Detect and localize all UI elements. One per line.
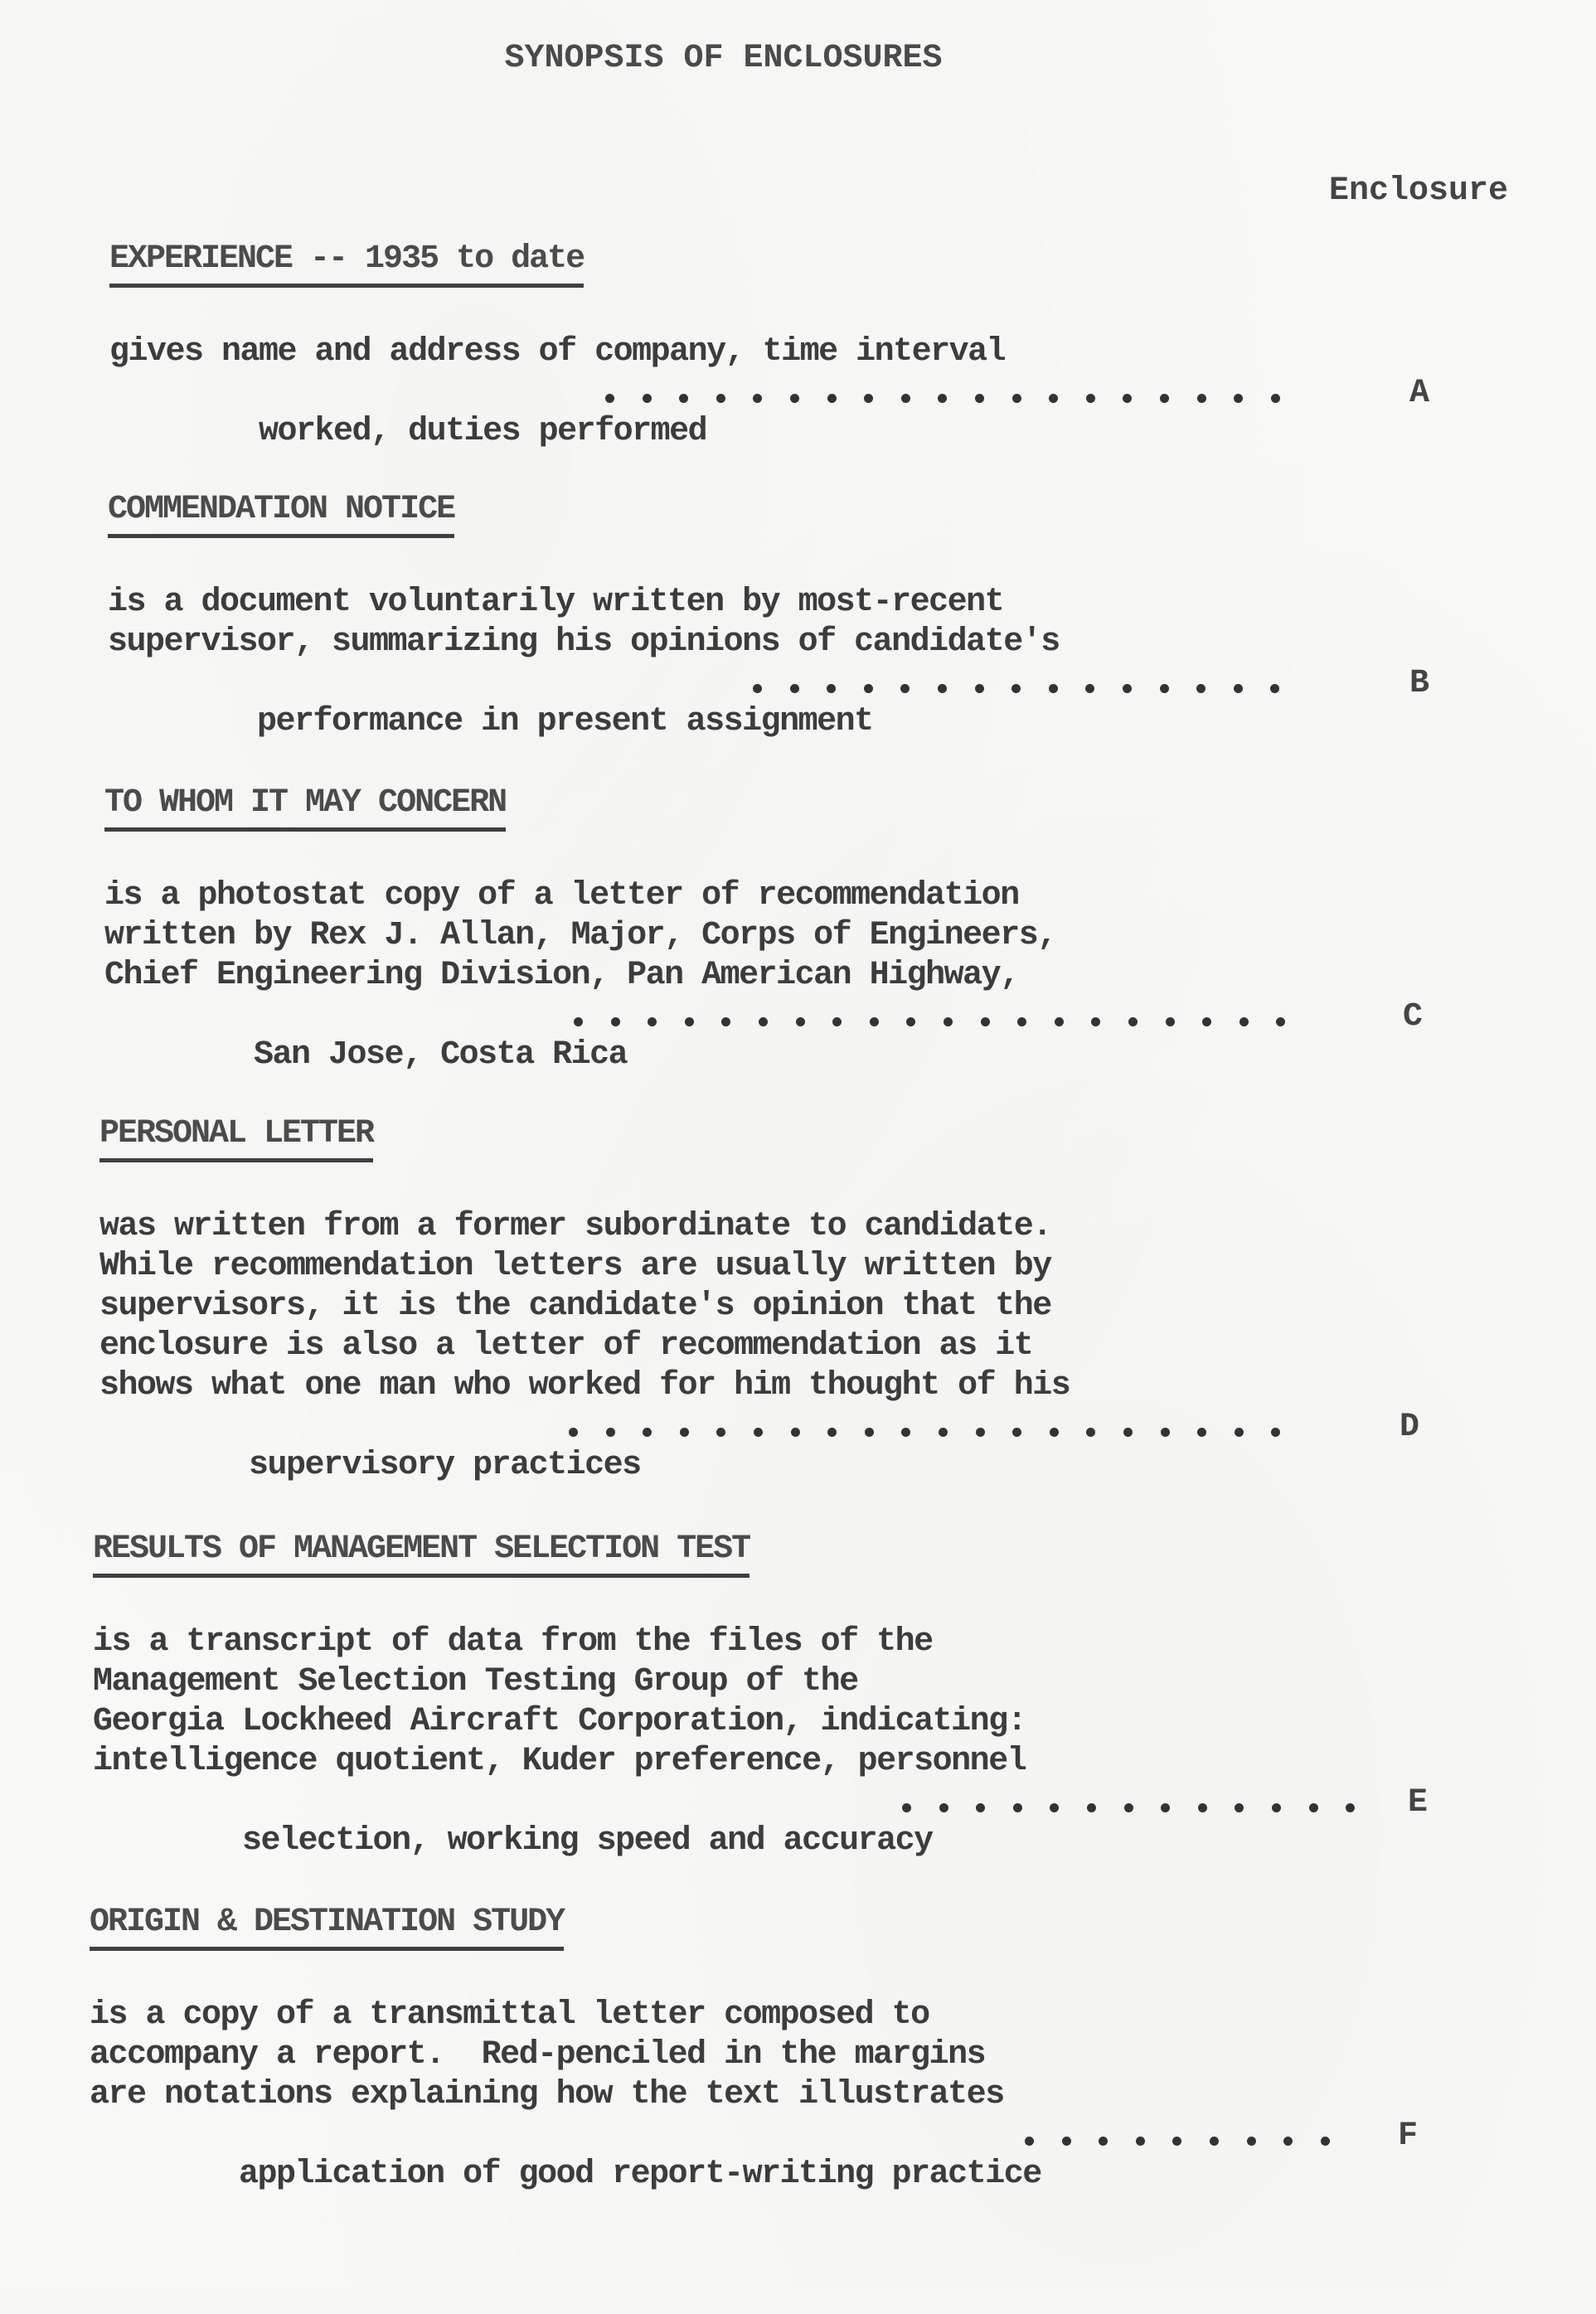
leader-dot — [1011, 684, 1021, 693]
section-heading: COMMENDATION NOTICE — [108, 491, 454, 538]
dot-leader — [902, 1782, 1355, 1822]
leader-dot — [1234, 684, 1243, 693]
leader-dot — [1272, 1803, 1281, 1812]
leader-dot — [1091, 1017, 1100, 1026]
leader-dot — [1049, 394, 1058, 403]
leader-dot — [1198, 1803, 1207, 1812]
leader-dot — [1086, 1428, 1095, 1437]
leader-dot — [1276, 1017, 1285, 1026]
leader-dot — [1012, 1428, 1021, 1437]
leader-dot — [753, 684, 762, 693]
leader-dot — [1050, 1428, 1059, 1437]
description-line: shows what one man who worked for him thought of his — [99, 1367, 1070, 1404]
leader-dot — [981, 1017, 990, 1026]
leader-dot — [1270, 684, 1279, 693]
dot-leader — [569, 1406, 1280, 1446]
leader-dot — [1283, 2137, 1293, 2146]
leader-dot — [1239, 1017, 1249, 1026]
section-to-whom-it-may-concern — [104, 784, 1424, 1074]
leader-dot — [901, 394, 910, 403]
section-heading: EXPERIENCE -- 1935 to date — [109, 240, 584, 288]
leader-dot — [870, 1017, 879, 1026]
description-line-last — [90, 2115, 1419, 2193]
leader-dot — [939, 1428, 948, 1437]
section-commendation-notice — [108, 491, 1430, 740]
leader-dot — [574, 1017, 583, 1026]
leader-dot — [796, 1017, 805, 1026]
leader-dot — [1166, 1017, 1175, 1026]
leader-dot — [1235, 1803, 1244, 1812]
description-line: While recommendation letters are usually written by — [99, 1248, 1051, 1285]
leader-dot — [1123, 684, 1132, 693]
leader-dot — [643, 394, 652, 403]
leader-dot — [1271, 1428, 1280, 1437]
leader-dot — [864, 394, 873, 403]
description-line: enclosure is also a letter of recommendation as it — [99, 1327, 1033, 1365]
leader-dot — [1012, 394, 1021, 403]
description-line: is a transcript of data from the files of the — [93, 1623, 933, 1661]
dot-leader — [753, 662, 1279, 702]
description-text: San Jose, Costa Rica — [254, 1036, 628, 1074]
description-line-last — [93, 1782, 1429, 1860]
leader-dot — [1161, 1428, 1170, 1437]
leader-dot — [1197, 1428, 1206, 1437]
leader-dot — [759, 1017, 768, 1026]
leader-dot — [1235, 1428, 1244, 1437]
description-line: Chief Engineering Division, Pan American Highway, — [104, 957, 1019, 994]
leader-dot — [906, 1017, 915, 1026]
section-description — [104, 876, 1424, 1074]
leader-dot — [944, 1017, 953, 1026]
section-heading: ORIGIN & DESTINATION STUDY — [90, 1904, 564, 1951]
leader-dot — [976, 1803, 985, 1812]
enclosure-letter: D — [1400, 1409, 1420, 1446]
leader-dot — [1085, 684, 1094, 693]
leader-dot — [827, 1428, 837, 1437]
leader-dot — [1124, 1803, 1133, 1812]
description-line-last — [99, 1406, 1420, 1484]
description-text: performance in present assignment — [257, 703, 873, 740]
leader-dot — [754, 1428, 763, 1437]
description-line: is a document voluntarily written by most-recent — [108, 584, 1004, 621]
description-text: supervisory practices — [249, 1447, 641, 1484]
section-description — [90, 1996, 1419, 2193]
description-line-last — [104, 996, 1424, 1074]
leader-dot — [939, 1803, 948, 1812]
leader-dot — [827, 394, 837, 403]
description-line: are notations explaining how the text illustrates — [90, 2076, 1004, 2113]
description-text: worked, duties performed — [259, 413, 707, 450]
description-line: supervisor, summarizing his opinions of candidate's — [108, 623, 1060, 661]
leader-dot — [721, 1017, 730, 1026]
dot-leader — [574, 996, 1285, 1036]
leader-dot — [938, 394, 947, 403]
leader-dot — [1271, 394, 1280, 403]
dot-leader — [605, 372, 1280, 412]
leader-dot — [716, 1428, 725, 1437]
leader-dot — [680, 1428, 689, 1437]
description-text: application of good report-writing practice — [239, 2156, 1041, 2193]
section-experience — [109, 240, 1430, 450]
leader-dot — [1123, 1428, 1133, 1437]
section-description — [99, 1207, 1420, 1484]
section-management-selection-test — [93, 1531, 1429, 1860]
leader-dot — [865, 1428, 874, 1437]
leader-dot — [1202, 1017, 1211, 1026]
description-line: gives name and address of company, time interval — [109, 333, 1006, 371]
leader-dot — [569, 1428, 578, 1437]
leader-dot — [1160, 394, 1169, 403]
dot-leader — [1025, 2115, 1330, 2155]
leader-dot — [791, 1428, 800, 1437]
leader-dot — [1086, 394, 1095, 403]
leader-dot — [790, 684, 799, 693]
section-heading: TO WHOM IT MAY CONCERN — [104, 784, 506, 832]
enclosure-letter: C — [1403, 998, 1424, 1036]
leader-dot — [1210, 2137, 1219, 2146]
description-line: is a photostat copy of a letter of recommendation — [104, 877, 1019, 914]
leader-dot — [902, 1803, 911, 1812]
leader-dot — [1346, 1803, 1355, 1812]
leader-dot — [685, 1017, 694, 1026]
leader-dot — [832, 1017, 842, 1026]
leader-dot — [1123, 394, 1132, 403]
leader-dot — [1161, 1803, 1170, 1812]
description-line: intelligence quotient, Kuder preference, personnel — [93, 1743, 1026, 1780]
leader-dot — [1128, 1017, 1138, 1026]
leader-dot — [1055, 1017, 1064, 1026]
leader-dot — [1234, 394, 1243, 403]
enclosure-letter: B — [1409, 665, 1430, 702]
leader-dot — [975, 684, 984, 693]
leader-dot — [1013, 1803, 1022, 1812]
leader-dot — [864, 684, 873, 693]
leader-dot — [975, 394, 984, 403]
section-heading: PERSONAL LETTER — [99, 1115, 373, 1162]
leader-dot — [1017, 1017, 1026, 1026]
description-line-last — [109, 372, 1430, 450]
leader-dot — [1197, 394, 1206, 403]
leader-dot — [938, 684, 947, 693]
description-line: supervisors, it is the candidate's opinion that the — [99, 1288, 1051, 1325]
section-personal-letter — [99, 1115, 1420, 1484]
page-title: SYNOPSIS OF ENCLOSURES — [504, 40, 943, 77]
enclosure-letter: A — [1409, 375, 1430, 412]
leader-dot — [1099, 2137, 1108, 2146]
leader-dot — [643, 1428, 652, 1437]
leader-dot — [827, 684, 836, 693]
section-origin-destination-study — [90, 1904, 1419, 2193]
leader-dot — [1025, 2137, 1034, 2146]
enclosure-column-header: Enclosure — [1329, 172, 1509, 210]
leader-dot — [1050, 1803, 1059, 1812]
leader-dot — [1172, 2137, 1181, 2146]
enclosure-letter: F — [1398, 2118, 1419, 2155]
description-line: accompany a report. Red-penciled in the margins — [90, 2036, 986, 2074]
leader-dot — [1309, 1803, 1318, 1812]
leader-dot — [1321, 2137, 1330, 2146]
description-text: selection, working speed and accuracy — [242, 1822, 933, 1860]
leader-dot — [605, 394, 614, 403]
description-line: Management Selection Testing Group of the — [93, 1663, 858, 1700]
leader-dot — [976, 1428, 985, 1437]
section-description — [108, 583, 1430, 740]
leader-dot — [1087, 1803, 1096, 1812]
section-heading: RESULTS OF MANAGEMENT SELECTION TEST — [93, 1531, 749, 1578]
enclosure-letter: E — [1408, 1784, 1429, 1822]
leader-dot — [901, 1428, 910, 1437]
leader-dot — [606, 1428, 615, 1437]
leader-dot — [679, 394, 688, 403]
section-description — [109, 332, 1430, 450]
leader-dot — [1049, 684, 1058, 693]
description-line: Georgia Lockheed Aircraft Corporation, indicating: — [93, 1703, 1026, 1740]
leader-dot — [900, 684, 910, 693]
leader-dot — [648, 1017, 657, 1026]
leader-dot — [1160, 684, 1169, 693]
leader-dot — [716, 394, 725, 403]
description-line-last — [108, 662, 1430, 740]
leader-dot — [1062, 2137, 1071, 2146]
leader-dot — [1136, 2137, 1145, 2146]
leader-dot — [1196, 684, 1205, 693]
leader-dot — [1247, 2137, 1256, 2146]
section-description — [93, 1623, 1429, 1860]
leader-dot — [611, 1017, 620, 1026]
description-line: written by Rex J. Allan, Major, Corps of Engineers, — [104, 917, 1056, 954]
leader-dot — [753, 394, 762, 403]
leader-dot — [790, 394, 799, 403]
description-line: is a copy of a transmittal letter composed to — [90, 1996, 929, 2034]
description-line: was written from a former subordinate to candidate. — [99, 1208, 1051, 1245]
